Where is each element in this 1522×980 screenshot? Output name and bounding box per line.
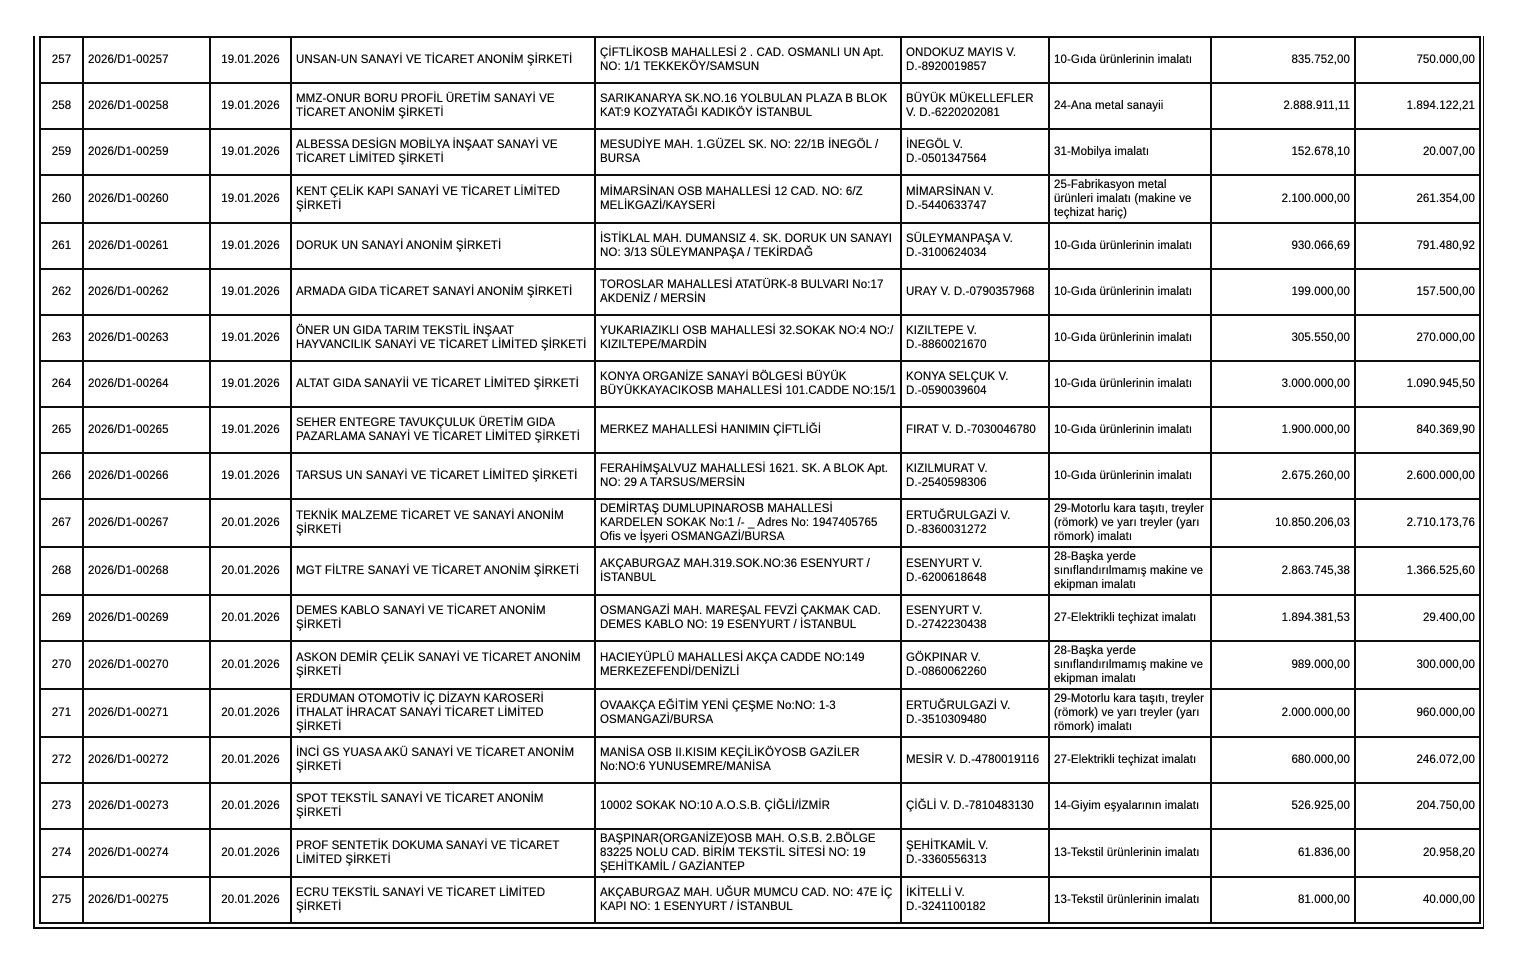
cell-cert-no: 2026/D1-00271 xyxy=(83,689,210,737)
cell-amount-2: 20.958,20 xyxy=(1355,829,1480,877)
cell-cert-no: 2026/D1-00270 xyxy=(83,641,210,689)
cell-amount-2: 29.400,00 xyxy=(1355,595,1480,641)
cell-no: 265 xyxy=(40,407,83,453)
table-row xyxy=(40,453,1480,499)
cell-tax-office: KIZILMURAT V. D.-2540598306 xyxy=(901,453,1049,499)
scanned-page xyxy=(33,36,1485,934)
cell-company: UNSAN-UN SANAYİ VE TİCARET ANONİM ŞİRKETİ xyxy=(291,37,595,83)
cell-address: SARIKANARYA SK.NO.16 YOLBULAN PLAZA B BLOK KAT:9 KOZYATAĞI KADIKÖY İSTANBUL xyxy=(595,83,901,129)
cell-tax-office: ŞEHİTKAMİL V. D.-3360556313 xyxy=(901,829,1049,877)
cell-amount-2: 204.750,00 xyxy=(1355,783,1480,829)
cell-no: 257 xyxy=(40,37,83,83)
cell-amount-2: 750.000,00 xyxy=(1355,37,1480,83)
cell-company: DEMES KABLO SANAYİ VE TİCARET ANONİM ŞİRKETİ xyxy=(291,595,595,641)
cell-address: YUKARIAZIKLI OSB MAHALLESİ 32.SOKAK NO:4 NO:/ KIZILTEPE/MARDİN xyxy=(595,315,901,361)
cell-cert-no: 2026/D1-00267 xyxy=(83,499,210,547)
cell-no: 264 xyxy=(40,361,83,407)
cell-company: ECRU TEKSTİL SANAYİ VE TİCARET LİMİTED ŞİRKETİ xyxy=(291,877,595,923)
cell-no: 273 xyxy=(40,783,83,829)
table-row xyxy=(40,129,1480,175)
cell-amount-1: 199.000,00 xyxy=(1211,269,1355,315)
cell-date: 19.01.2026 xyxy=(210,175,291,223)
cell-address: AKÇABURGAZ MAH.319.SOK.NO:36 ESENYURT / İSTANBUL xyxy=(595,547,901,595)
cell-address: OVAAKÇA EĞİTİM YENİ ÇEŞME No:NO: 1-3 OSMANGAZİ/BURSA xyxy=(595,689,901,737)
cell-sector: 25-Fabrikasyon metal ürünleri imalatı (makine ve teçhizat hariç) xyxy=(1049,175,1211,223)
table-body xyxy=(40,37,1480,923)
cell-cert-no: 2026/D1-00259 xyxy=(83,129,210,175)
cell-address: ÇİFTLİKOSB MAHALLESİ 2 . CAD. OSMANLI UN Apt. NO: 1/1 TEKKEKÖY/SAMSUN xyxy=(595,37,901,83)
table-row xyxy=(40,269,1480,315)
cell-no: 260 xyxy=(40,175,83,223)
cell-cert-no: 2026/D1-00268 xyxy=(83,547,210,595)
cell-amount-1: 3.000.000,00 xyxy=(1211,361,1355,407)
table-row xyxy=(40,783,1480,829)
cell-amount-2: 1.366.525,60 xyxy=(1355,547,1480,595)
cell-tax-office: KONYA SELÇUK V. D.-0590039604 xyxy=(901,361,1049,407)
cell-cert-no: 2026/D1-00273 xyxy=(83,783,210,829)
cell-company: SEHER ENTEGRE TAVUKÇULUK ÜRETİM GIDA PAZARLAMA SANAYİ VE TİCARET LİMİTED ŞİRKETİ xyxy=(291,407,595,453)
cell-company: ASKON DEMİR ÇELİK SANAYİ VE TİCARET ANONİM ŞİRKETİ xyxy=(291,641,595,689)
cell-cert-no: 2026/D1-00261 xyxy=(83,223,210,269)
cell-tax-office: MİMARSİNAN V. D.-5440633747 xyxy=(901,175,1049,223)
cell-date: 20.01.2026 xyxy=(210,595,291,641)
cell-address: HACIEYÜPLÜ MAHALLESİ AKÇA CADDE NO:149 MERKEZEFENDİ/DENİZLİ xyxy=(595,641,901,689)
table-row xyxy=(40,499,1480,547)
cell-company: PROF SENTETİK DOKUMA SANAYİ VE TİCARET LİMİTED ŞİRKETİ xyxy=(291,829,595,877)
table-row xyxy=(40,641,1480,689)
cell-amount-2: 1.090.945,50 xyxy=(1355,361,1480,407)
cell-date: 20.01.2026 xyxy=(210,547,291,595)
cell-amount-2: 840.369,90 xyxy=(1355,407,1480,453)
cell-company: İNCİ GS YUASA AKÜ SANAYİ VE TİCARET ANONİM ŞİRKETİ xyxy=(291,737,595,783)
cell-date: 20.01.2026 xyxy=(210,499,291,547)
cell-address: DEMİRTAŞ DUMLUPINAROSB MAHALLESİ KARDELEN SOKAK No:1 /- _ Adres No: 1947405765 Ofis ve İşyeri OSMANGAZİ/BURSA xyxy=(595,499,901,547)
cell-no: 274 xyxy=(40,829,83,877)
cell-sector: 10-Gıda ürünlerinin imalatı xyxy=(1049,37,1211,83)
cell-company: MMZ-ONUR BORU PROFİL ÜRETİM SANAYİ VE TİCARET ANONİM ŞİRKETİ xyxy=(291,83,595,129)
cell-date: 19.01.2026 xyxy=(210,407,291,453)
cell-amount-1: 305.550,00 xyxy=(1211,315,1355,361)
cell-amount-2: 2.710.173,76 xyxy=(1355,499,1480,547)
cell-amount-1: 152.678,10 xyxy=(1211,129,1355,175)
cell-company: ERDUMAN OTOMOTİV İÇ DİZAYN KAROSERİ İTHALAT İHRACAT SANAYİ TİCARET LİMİTED ŞİRKETİ xyxy=(291,689,595,737)
table-row xyxy=(40,315,1480,361)
cell-amount-1: 2.100.000,00 xyxy=(1211,175,1355,223)
cell-address: 10002 SOKAK NO:10 A.O.S.B. ÇİĞLİ/İZMİR xyxy=(595,783,901,829)
cell-no: 259 xyxy=(40,129,83,175)
cell-tax-office: FIRAT V. D.-7030046780 xyxy=(901,407,1049,453)
cell-amount-1: 526.925,00 xyxy=(1211,783,1355,829)
cell-cert-no: 2026/D1-00269 xyxy=(83,595,210,641)
cell-amount-1: 81.000,00 xyxy=(1211,877,1355,923)
cell-amount-2: 270.000,00 xyxy=(1355,315,1480,361)
cell-tax-office: MESİR V. D.-4780019116 xyxy=(901,737,1049,783)
table-row xyxy=(40,407,1480,453)
cell-no: 268 xyxy=(40,547,83,595)
cell-amount-1: 2.000.000,00 xyxy=(1211,689,1355,737)
cell-company: ALTAT GIDA SANAYİİ VE TİCARET LİMİTED ŞİRKETİ xyxy=(291,361,595,407)
cell-date: 19.01.2026 xyxy=(210,83,291,129)
cell-no: 258 xyxy=(40,83,83,129)
cell-date: 19.01.2026 xyxy=(210,223,291,269)
cell-amount-1: 10.850.206,03 xyxy=(1211,499,1355,547)
cell-company: MGT FİLTRE SANAYİ VE TİCARET ANONİM ŞİRKETİ xyxy=(291,547,595,595)
cell-company: SPOT TEKSTİL SANAYİ VE TİCARET ANONİM ŞİRKETİ xyxy=(291,783,595,829)
cell-sector: 31-Mobilya imalatı xyxy=(1049,129,1211,175)
cell-date: 20.01.2026 xyxy=(210,877,291,923)
cell-sector: 10-Gıda ürünlerinin imalatı xyxy=(1049,223,1211,269)
cell-no: 275 xyxy=(40,877,83,923)
cell-date: 19.01.2026 xyxy=(210,37,291,83)
cell-sector: 10-Gıda ürünlerinin imalatı xyxy=(1049,315,1211,361)
cell-no: 269 xyxy=(40,595,83,641)
cell-company: ÖNER UN GIDA TARIM TEKSTİL İNŞAAT HAYVANCILIK SANAYİ VE TİCARET LİMİTED ŞİRKETİ xyxy=(291,315,595,361)
cell-amount-2: 157.500,00 xyxy=(1355,269,1480,315)
cell-amount-2: 40.000,00 xyxy=(1355,877,1480,923)
cell-company: TARSUS UN SANAYİ VE TİCARET LİMİTED ŞİRKETİ xyxy=(291,453,595,499)
table-row xyxy=(40,175,1480,223)
cell-amount-1: 930.066,69 xyxy=(1211,223,1355,269)
cell-sector: 27-Elektrikli teçhizat imalatı xyxy=(1049,737,1211,783)
cell-sector: 14-Giyim eşyalarının imalatı xyxy=(1049,783,1211,829)
cell-no: 263 xyxy=(40,315,83,361)
table-row xyxy=(40,737,1480,783)
table-row xyxy=(40,361,1480,407)
table-row xyxy=(40,689,1480,737)
cell-address: MANİSA OSB II.KISIM KEÇİLİKÖYOSB GAZİLER No:NO:6 YUNUSEMRE/MANİSA xyxy=(595,737,901,783)
cell-date: 19.01.2026 xyxy=(210,129,291,175)
cell-date: 20.01.2026 xyxy=(210,737,291,783)
cell-amount-1: 1.900.000,00 xyxy=(1211,407,1355,453)
table-row xyxy=(40,595,1480,641)
cell-amount-2: 20.007,00 xyxy=(1355,129,1480,175)
cell-tax-office: GÖKPINAR V. D.-0860062260 xyxy=(901,641,1049,689)
cell-company: ALBESSA DESİGN MOBİLYA İNŞAAT SANAYİ VE TİCARET LİMİTED ŞİRKETİ xyxy=(291,129,595,175)
cell-cert-no: 2026/D1-00274 xyxy=(83,829,210,877)
cell-cert-no: 2026/D1-00263 xyxy=(83,315,210,361)
cell-sector: 10-Gıda ürünlerinin imalatı xyxy=(1049,453,1211,499)
cell-address: MERKEZ MAHALLESİ HANIMIN ÇİFTLİĞİ xyxy=(595,407,901,453)
cell-company: KENT ÇELİK KAPI SANAYİ VE TİCARET LİMİTED ŞİRKETİ xyxy=(291,175,595,223)
cell-tax-office: SÜLEYMANPAŞA V. D.-3100624034 xyxy=(901,223,1049,269)
table-row xyxy=(40,83,1480,129)
cell-tax-office: ÇİĞLİ V. D.-7810483130 xyxy=(901,783,1049,829)
cell-date: 20.01.2026 xyxy=(210,641,291,689)
cell-cert-no: 2026/D1-00275 xyxy=(83,877,210,923)
cell-company: TEKNİK MALZEME TİCARET VE SANAYİ ANONİM ŞİRKETİ xyxy=(291,499,595,547)
table-row xyxy=(40,37,1480,83)
cell-address: OSMANGAZİ MAH. MAREŞAL FEVZİ ÇAKMAK CAD. DEMES KABLO NO: 19 ESENYURT / İSTANBUL xyxy=(595,595,901,641)
cell-amount-2: 960.000,00 xyxy=(1355,689,1480,737)
cell-no: 262 xyxy=(40,269,83,315)
table-row xyxy=(40,877,1480,923)
cell-address: KONYA ORGANİZE SANAYİ BÖLGESİ BÜYÜK BÜYÜKKAYACIKOSB MAHALLESİ 101.CADDE NO:15/1 xyxy=(595,361,901,407)
cell-amount-1: 989.000,00 xyxy=(1211,641,1355,689)
cell-amount-2: 791.480,92 xyxy=(1355,223,1480,269)
cell-sector: 10-Gıda ürünlerinin imalatı xyxy=(1049,407,1211,453)
cell-cert-no: 2026/D1-00262 xyxy=(83,269,210,315)
cell-cert-no: 2026/D1-00264 xyxy=(83,361,210,407)
cell-date: 19.01.2026 xyxy=(210,361,291,407)
cell-sector: 24-Ana metal sanayii xyxy=(1049,83,1211,129)
cell-amount-2: 246.072,00 xyxy=(1355,737,1480,783)
cell-date: 19.01.2026 xyxy=(210,453,291,499)
cell-amount-1: 2.863.745,38 xyxy=(1211,547,1355,595)
cell-amount-1: 835.752,00 xyxy=(1211,37,1355,83)
cell-cert-no: 2026/D1-00260 xyxy=(83,175,210,223)
table-outer-border xyxy=(33,36,1484,929)
cell-address: BAŞPINAR(ORGANİZE)OSB MAH. O.S.B. 2.BÖLGE 83225 NOLU CAD. BİRİM TEKSTİL SİTESİ NO: 19 ŞEHİTKAMİL / GAZİANTEP xyxy=(595,829,901,877)
cell-cert-no: 2026/D1-00272 xyxy=(83,737,210,783)
cell-date: 20.01.2026 xyxy=(210,783,291,829)
cell-no: 271 xyxy=(40,689,83,737)
cell-tax-office: İKİTELLİ V. D.-3241100182 xyxy=(901,877,1049,923)
cell-date: 19.01.2026 xyxy=(210,269,291,315)
cell-sector: 28-Başka yerde sınıflandırılmamış makine ve ekipman imalatı xyxy=(1049,547,1211,595)
cell-sector: 27-Elektrikli teçhizat imalatı xyxy=(1049,595,1211,641)
cell-sector: 13-Tekstil ürünlerinin imalatı xyxy=(1049,877,1211,923)
cell-cert-no: 2026/D1-00265 xyxy=(83,407,210,453)
cell-no: 261 xyxy=(40,223,83,269)
cell-sector: 10-Gıda ürünlerinin imalatı xyxy=(1049,361,1211,407)
cell-sector: 29-Motorlu kara taşıtı, treyler (römork) ve yarı treyler (yarı römork) imalatı xyxy=(1049,689,1211,737)
cell-tax-office: İNEGÖL V. D.-0501347564 xyxy=(901,129,1049,175)
cell-address: MESUDİYE MAH. 1.GÜZEL SK. NO: 22/1B İNEGÖL / BURSA xyxy=(595,129,901,175)
table-row xyxy=(40,223,1480,269)
cell-no: 266 xyxy=(40,453,83,499)
cell-address: AKÇABURGAZ MAH. UĞUR MUMCU CAD. NO: 47E İÇ KAPI NO: 1 ESENYURT / İSTANBUL xyxy=(595,877,901,923)
cell-tax-office: ERTUĞRULGAZİ V. D.-8360031272 xyxy=(901,499,1049,547)
cell-sector: 10-Gıda ürünlerinin imalatı xyxy=(1049,269,1211,315)
cell-amount-2: 300.000,00 xyxy=(1355,641,1480,689)
cell-tax-office: URAY V. D.-0790357968 xyxy=(901,269,1049,315)
cell-tax-office: ERTUĞRULGAZİ V. D.-3510309480 xyxy=(901,689,1049,737)
cell-no: 270 xyxy=(40,641,83,689)
cell-address: İSTİKLAL MAH. DUMANSIZ 4. SK. DORUK UN SANAYI NO: 3/13 SÜLEYMANPAŞA / TEKİRDAĞ xyxy=(595,223,901,269)
cell-sector: 29-Motorlu kara taşıtı, treyler (römork) ve yarı treyler (yarı römork) imalatı xyxy=(1049,499,1211,547)
cell-cert-no: 2026/D1-00258 xyxy=(83,83,210,129)
cell-tax-office: BÜYÜK MÜKELLEFLER V. D.-6220202081 xyxy=(901,83,1049,129)
cell-date: 20.01.2026 xyxy=(210,689,291,737)
table-row xyxy=(40,547,1480,595)
cell-tax-office: ESENYURT V. D.-6200618648 xyxy=(901,547,1049,595)
cell-date: 19.01.2026 xyxy=(210,315,291,361)
cell-address: MİMARSİNAN OSB MAHALLESİ 12 CAD. NO: 6/Z MELİKGAZİ/KAYSERİ xyxy=(595,175,901,223)
cell-sector: 13-Tekstil ürünlerinin imalatı xyxy=(1049,829,1211,877)
cell-date: 20.01.2026 xyxy=(210,829,291,877)
cell-no: 267 xyxy=(40,499,83,547)
cell-address: TOROSLAR MAHALLESİ ATATÜRK-8 BULVARI No:17 AKDENİZ / MERSİN xyxy=(595,269,901,315)
cell-amount-1: 61.836,00 xyxy=(1211,829,1355,877)
cell-amount-1: 1.894.381,53 xyxy=(1211,595,1355,641)
table-row xyxy=(40,829,1480,877)
cell-no: 272 xyxy=(40,737,83,783)
cell-tax-office: KIZILTEPE V. D.-8860021670 xyxy=(901,315,1049,361)
cell-amount-1: 2.675.260,00 xyxy=(1211,453,1355,499)
cell-amount-1: 680.000,00 xyxy=(1211,737,1355,783)
cell-address: FERAHİMŞALVUZ MAHALLESİ 1621. SK. A BLOK Apt. NO: 29 A TARSUS/MERSİN xyxy=(595,453,901,499)
cell-tax-office: ONDOKUZ MAYIS V. D.-8920019857 xyxy=(901,37,1049,83)
cell-company: ARMADA GIDA TİCARET SANAYİ ANONİM ŞİRKETİ xyxy=(291,269,595,315)
cell-amount-1: 2.888.911,11 xyxy=(1211,83,1355,129)
cell-company: DORUK UN SANAYİ ANONİM ŞİRKETİ xyxy=(291,223,595,269)
cell-amount-2: 2.600.000,00 xyxy=(1355,453,1480,499)
cell-amount-2: 261.354,00 xyxy=(1355,175,1480,223)
cell-amount-2: 1.894.122,21 xyxy=(1355,83,1480,129)
cell-cert-no: 2026/D1-00257 xyxy=(83,37,210,83)
certificates-table xyxy=(39,36,1481,924)
cell-cert-no: 2026/D1-00266 xyxy=(83,453,210,499)
cell-tax-office: ESENYURT V. D.-2742230438 xyxy=(901,595,1049,641)
cell-sector: 28-Başka yerde sınıflandırılmamış makine ve ekipman imalatı xyxy=(1049,641,1211,689)
